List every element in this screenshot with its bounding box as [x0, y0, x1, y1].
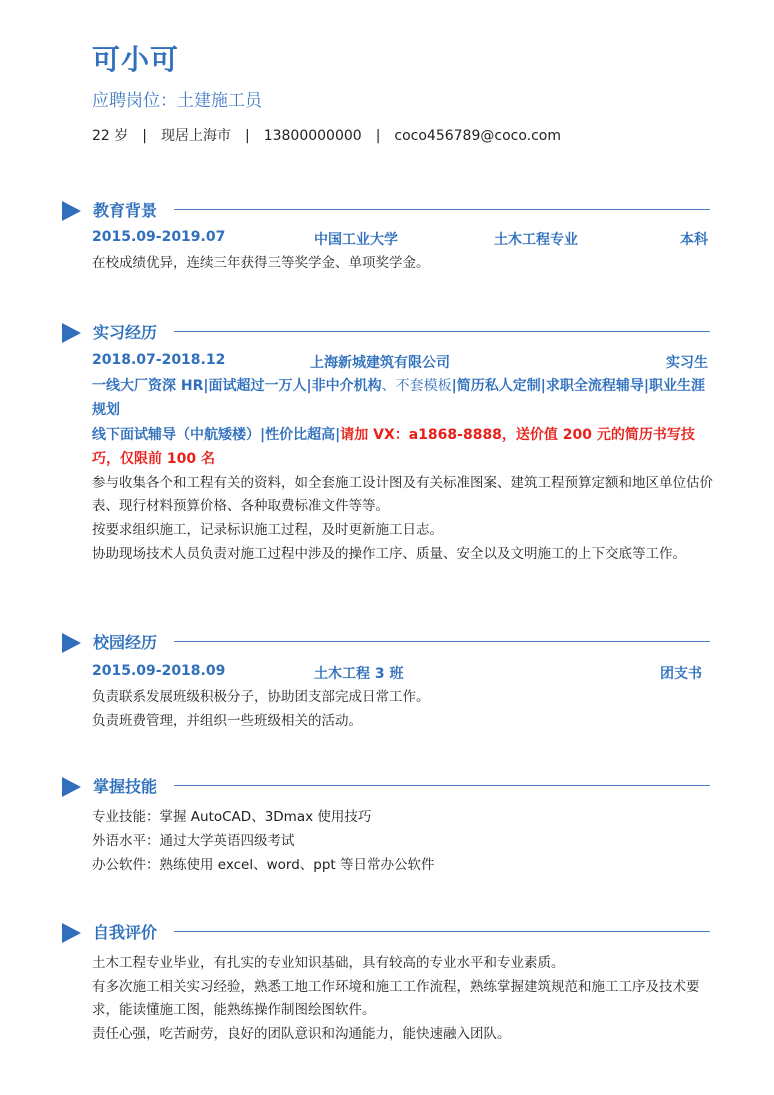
skill-item: 专业技能：掌握 AutoCAD、3Dmax 使用技巧 [92, 809, 372, 825]
section-title: 掌握技能 [93, 777, 158, 796]
triangle-marker-icon [62, 323, 81, 343]
ad-line-2 [92, 423, 714, 471]
education-major: 土木工程专业 [494, 232, 578, 248]
ad-text: 一线大厂资深 HR|面试超过一万人|非中介机构 [92, 378, 382, 394]
separator: | [244, 128, 250, 144]
section-divider [174, 331, 710, 332]
internship-role: 实习生 [666, 355, 708, 371]
email: coco456789@coco.com [394, 128, 562, 144]
section-campus [62, 630, 710, 654]
internship-item: 参与收集各个和工程有关的资料，如全套施工设计图及有关标准图案、建筑工程预算定额和地区单位估价表、现行材料预算价格、各种取费标准文件等等。 [92, 475, 713, 514]
campus-row [92, 663, 708, 685]
job-title: 土建施工员 [177, 91, 262, 111]
ad-line-1 [92, 374, 714, 422]
education-desc: 在校成绩优异，连续三年获得三等奖学金、单项奖学金。 [92, 255, 430, 271]
skill-item: 办公软件：熟练使用 excel、word、ppt 等日常办公软件 [92, 857, 435, 873]
section-divider [174, 209, 710, 210]
skill-item: 外语水平：通过大学英语四级考试 [92, 833, 295, 849]
self-eval-item: 责任心强，吃苦耐劳，良好的团队意识和沟通能力，能快速融入团队。 [92, 1026, 511, 1042]
campus-period: 2015.09-2018.09 [92, 663, 226, 679]
section-internship [62, 320, 710, 344]
contact-line [92, 125, 561, 145]
campus-role: 团支书 [660, 666, 702, 682]
triangle-marker-icon [62, 201, 81, 221]
section-divider [174, 931, 710, 932]
separator: | [142, 128, 147, 144]
separator: | [375, 128, 381, 144]
campus-org: 土木工程 3 班 [314, 666, 404, 682]
triangle-marker-icon [62, 777, 81, 797]
section-skills [62, 774, 710, 798]
section-title: 自我评价 [93, 923, 158, 942]
candidate-name: 可小可 [92, 43, 180, 76]
self-eval-item: 土木工程专业毕业，有扎实的专业知识基础，具有较高的专业水平和专业素质。 [92, 955, 565, 971]
job-label: 应聘岗位： [92, 91, 177, 111]
internship-period: 2018.07-2018.12 [92, 352, 226, 368]
education-school: 中国工业大学 [314, 232, 398, 248]
location: 现居上海市 [160, 128, 231, 144]
internship-item: 协助现场技术人员负责对施工过程中涉及的操作工序、质量、安全以及文明施工的上下交底等工作。 [92, 546, 686, 562]
education-period: 2015.09-2019.07 [92, 229, 226, 245]
internship-row [92, 352, 708, 374]
internship-company: 上海新城建筑有限公司 [310, 355, 450, 371]
self-eval-item: 有多次施工相关实习经验，熟悉工地工作环境和施工工作流程，熟练掌握建筑规范和施工工序及技术要求，能读懂施工图，能熟练操作制图绘图软件。 [92, 979, 700, 1018]
internship-item: 按要求组织施工，记录标识施工过程，及时更新施工日志。 [92, 522, 443, 538]
education-degree: 本科 [680, 232, 708, 248]
section-divider [174, 641, 710, 642]
triangle-marker-icon [62, 633, 81, 653]
section-education [62, 198, 710, 222]
job-objective [92, 86, 262, 111]
age: 22 岁 [92, 128, 129, 144]
section-title: 校园经历 [93, 633, 158, 652]
ad-contact-text: 请加 VX：a1868-8888，送价值 200 元的简历书写技巧，仅限前 100 名 [92, 427, 695, 467]
ad-text: |简历私人定制|求职全流程辅导|职业生涯规划 [92, 378, 705, 418]
section-self-eval [62, 920, 710, 944]
section-title: 教育背景 [93, 201, 158, 220]
ad-text: 线下面试辅导（中航矮楼）|性价比超高| [92, 427, 341, 443]
campus-item: 负责班费管理，并组织一些班级相关的活动。 [92, 713, 362, 729]
phone: 13800000000 [263, 128, 362, 144]
section-title: 实习经历 [93, 323, 158, 342]
campus-item: 负责联系发展班级积极分子，协助团支部完成日常工作。 [92, 689, 430, 705]
triangle-marker-icon [62, 923, 81, 943]
section-divider [174, 785, 710, 786]
education-row [92, 229, 708, 251]
ad-text: 、不套模板 [381, 378, 452, 394]
